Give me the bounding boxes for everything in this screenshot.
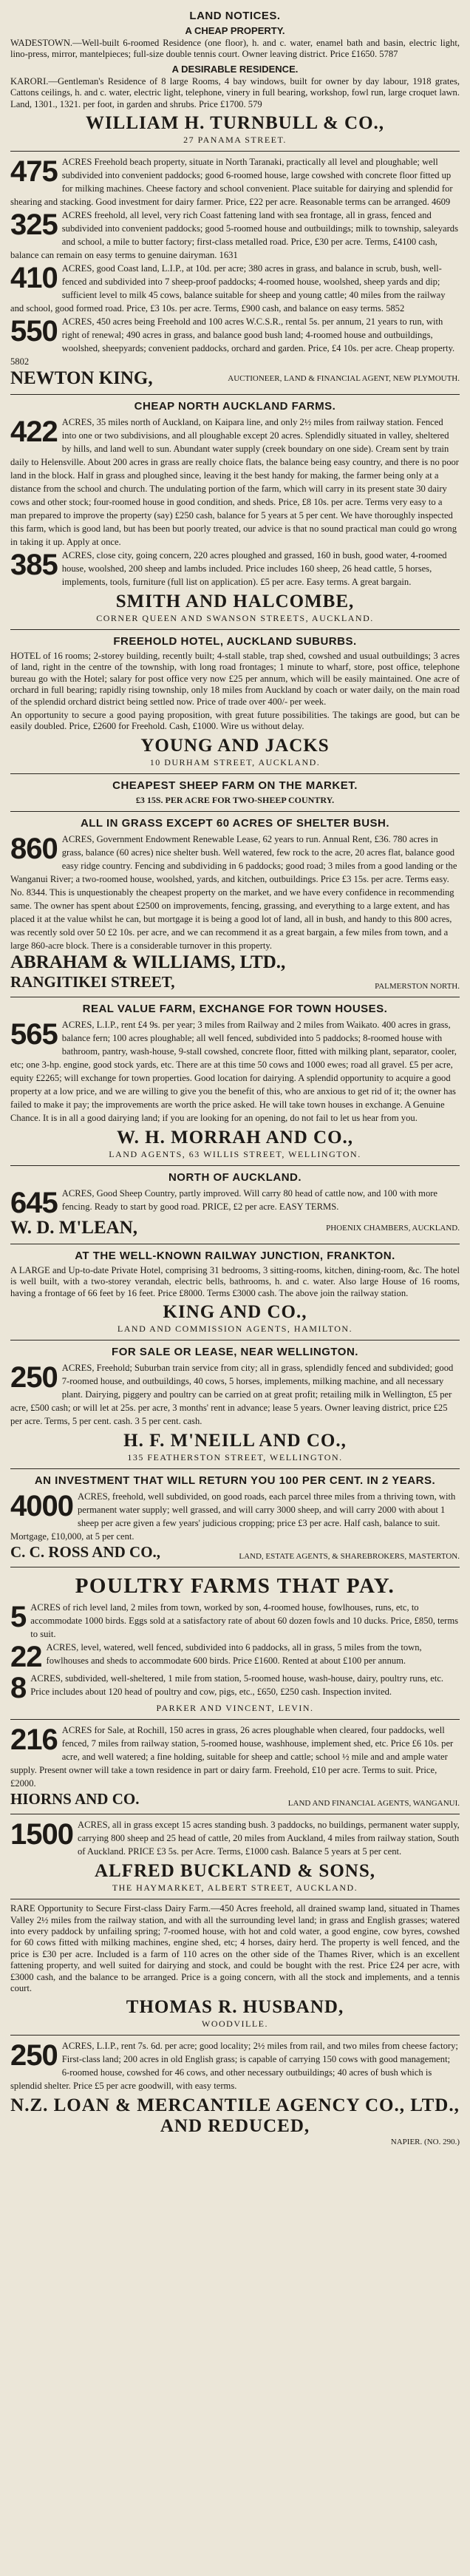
listing: [10, 1601, 460, 1641]
listing-text: ACRES, L.I.P., rent 7s. 6d. per acre; good locality; 2½ miles from rail, and two miles from cheese factory; First-class land; 200 acres in old English grass; is capable of carrying 150 cows with good management; 6-roomed house, cowshed for 46 cows, and other necessary outbuildings; 40 acres of bush which is splendid shelter. Price £5 per acre goodwill, with easy terms.: [10, 2041, 458, 2092]
listing-acreage: 422: [10, 416, 58, 449]
listing: [10, 1641, 460, 1672]
agent-name: YOUNG AND JACKS: [140, 735, 330, 756]
listing-text: ACRES, Freehold; Suburban train service from city; all in grass, splendidly fenced and subdivided; good 7-roomed house, and outbuildings, 40 cows, 5 horses, implements, milking machine, and all necessary plant. Dairying, piggery and poultry can be carried on at great profit; retailing milk in Wellington, £5 per acre, £500 cash; or will let at 25s. per acre, 3 months' rent in advance; lease 5 years. Owner leaving district, price £25 per acre. Terms, 5 per cent. cash. 3 5 per cent. cash.: [10, 1363, 454, 1427]
advertisement: [10, 630, 460, 774]
advertisement: [10, 1814, 460, 1899]
agent-address: PHOENIX CHAMBERS, AUCKLAND.: [326, 1223, 460, 1233]
listing: [10, 1018, 460, 1125]
listing-text: ACRES, all in grass except 15 acres standing bush. 3 paddocks, no buildings, permanent water supply, carrying 800 sheep and 25 head of cattle, 20 miles from Auckland, 4 miles from railway station, South of Auckland. PRICE £3 5s. per Acre. Terms, £1000 cash. Balance 5 years at 5 per cent.: [77, 1820, 460, 1857]
listing-acreage: 4000: [10, 1490, 73, 1523]
agent-name: W. H. MORRAH AND CO.,: [116, 1127, 354, 1148]
ad-heading: NORTH OF AUCKLAND.: [168, 1170, 302, 1184]
agent-address: LAND AGENTS, 63 WILLIS STREET, WELLINGTON.: [109, 1148, 361, 1159]
agent-name: N.Z. LOAN & MERCANTILE AGENCY CO., LTD., AND REDUCED,: [10, 2095, 460, 2137]
agent-name: H. F. M'NEILL AND CO.,: [123, 1431, 347, 1451]
agent-address: AUCTIONEER, LAND & FINANCIAL AGENT, NEW PLYMOUTH.: [228, 374, 460, 384]
listing: [10, 2039, 460, 2092]
agent-name: ABRAHAM & WILLIAMS, LTD.,: [10, 952, 286, 972]
advertisement: [10, 1340, 460, 1469]
agent-name: WILLIAM H. TURNBULL & CO.,: [85, 113, 385, 134]
ad-heading: AN INVESTMENT THAT WILL RETURN YOU 100 PER CENT. IN 2 YEARS.: [34, 1474, 436, 1488]
listing-text: ACRES, good Coast land, L.I.P., at 10d. per acre; 380 acres in grass, and balance in scrub, bush, well-fenced and subdivided into 7 sheep-proof paddocks; 4-roomed house, woolshed, sheep yards and dip; sufficient level to milk 45 cows, balance suitable for sheep and young cattle; 40 miles from the railway and school, good formed road. Price, £3 10s. per acre. Terms, £900 cash, and balance on easy terms. 5852: [10, 263, 446, 314]
agent-address: THE HAYMARKET, ALBERT STREET, AUCKLAND.: [112, 1882, 358, 1894]
advertisement: [10, 1469, 460, 1567]
advertisement: [10, 152, 460, 395]
listing-text: ACRES, 450 acres being Freehold and 100 acres W.C.S.R., rental 5s. per annum, 21 years to run, with right of renewal; 490 acres in grass, and balance good bush land; 4-roomed house and outbuildings, woolshed, sheepyards; convenient paddocks, orchard and garden. Price, £4 10s. per acre. Cheap property. 5802: [10, 316, 455, 367]
agent-name: ALFRED BUCKLAND & SONS,: [95, 1861, 375, 1882]
agent-address: PARKER AND VINCENT, LEVIN.: [156, 1703, 314, 1714]
advertisement: [10, 812, 460, 997]
listing-text: ACRES, freehold, well subdivided, on good roads, each parcel three miles from a thriving town, with permanent water supply; well grassed, and will carry 3000 sheep, and will carry 2000 with about 1 sheep per acre given a few years' judicious cropping; price £3 per acre. Half cash, balance to suit. Mortgage, £10,000, at 5 per cent.: [10, 1491, 456, 1542]
advertisement: [10, 1244, 460, 1340]
listing-acreage: 385: [10, 549, 58, 582]
agent-row: [10, 1790, 460, 1809]
listing-acreage: 250: [10, 2039, 58, 2072]
ad-paragraph: WADESTOWN.—Well-built 6-roomed Residence (one floor), h. and c. water, enamel bath and basin, electric light, lino-press, mirror, mantelpieces; full-size double tennis court. Owner leaving district. Price £1650. 5787: [10, 38, 460, 60]
banner-title: POULTRY FARMS THAT PAY.: [75, 1574, 395, 1599]
ad-heading: ALL IN GRASS EXCEPT 60 ACRES OF SHELTER BUSH.: [80, 816, 390, 830]
ad-paragraph: HOTEL of 16 rooms; 2-storey building, recently built; 4-stall stable, trap shed, cowshed and usual outbuildings; 3 acres of land, right in the centre of the township, with long road frontages; 1 minute to wharf, store, post office, telephone bureau go with the Hotel; salary for post office very now £25 per annum, which will be easily maintained. One acre of orchard in full bearing; rapidly rising township, only 18 miles from Auckland by coach or water daily, on the main road of the splendid orchard district being settled now. Price of trade over 400/- per week.: [10, 651, 460, 707]
listing: [10, 1818, 460, 1858]
listing-text: ACRES freehold, all level, very rich Coast fattening land with sea frontage, all in grass, fenced and subdivided into convenient paddocks; good 5-roomed house and outbuildings; milk to township, saleyards and school, a mile to butter factory; first-class metalled road. Price, £30 per acre. Terms, £4100 cash, balance can remain on easy terms to genuine dairyman. 1631: [10, 210, 458, 261]
advertisement: [10, 395, 460, 630]
agent-row: [10, 1543, 460, 1562]
agent-name: C. C. ROSS AND CO.,: [10, 1543, 161, 1562]
listing-acreage: 550: [10, 315, 58, 348]
agent-row: [10, 368, 460, 389]
listing-text: ACRES for Sale, at Rochill, 150 acres in grass, 26 acres ploughable when cleared, four paddocks, well fenced, 7 miles from railway station, 5-roomed house, washhouse, implement shed, etc. Price £6 10s. per acre, and well watered; a fine holding, suitable for sheep and cattle; school ½ mile and and ample water supply. Present owner will take a town residence in part or dairy farm. Freehold, £10 per acre. Terms to suit. Price, £2000.: [10, 1725, 454, 1789]
ad-paragraph: RARE Opportunity to Secure First-class Dairy Farm.—450 Acres freehold, all drained swamp land, situated in Thames Valley 2½ miles from the railway station, and with all the surrounding level land; in grass and English grasses; watered into every paddock by unfailing spring; 7-roomed house, with hot and cold water, a good engine, cow byres, cowshed for 60 cows fitted with milking machines, engine shed, etc; 4 horses, dairy herd. The property is well fenced, and the price is £30 per acre. Included is a farm of 110 acres on the other side of the Thames River, which is an excellent fattening property, and well suited for dairying and stock, and could be bought with the rest. Price £24 per acre, with £3000 cash, and the balance to be arranged. Price is a going concern, with all the stock and implements, and a tennis court.: [10, 1903, 460, 1993]
listing: [10, 416, 460, 549]
listing-acreage: 1500: [10, 1818, 73, 1851]
agent-address: LAND AND FINANCIAL AGENTS, WANGANUI.: [287, 1799, 460, 1809]
listing-text: ACRES, level, watered, well fenced, subdivided into 6 paddocks, all in grass, 5 miles from the town, fowlhouses and sheds to accommodate 600 birds. Price £1600. Rented at about £100 per annum.: [46, 1642, 422, 1667]
agent-row: [10, 952, 460, 973]
advertisement: [10, 1166, 460, 1244]
listing-acreage: 475: [10, 155, 58, 189]
listing: [10, 262, 460, 315]
ad-heading: FREEHOLD HOTEL, AUCKLAND SUBURBS.: [113, 635, 357, 648]
agent-address: NAPIER. (NO. 290.): [390, 2138, 460, 2147]
agent-name: THOMAS R. HUSBAND,: [126, 1997, 344, 2018]
agent-name: NEWTON KING,: [10, 368, 153, 389]
agent-address: WOODVILLE.: [202, 2019, 268, 2030]
listing-acreage: 22: [10, 1641, 42, 1674]
ad-subheading: A DESIRABLE RESIDENCE.: [171, 63, 299, 75]
ad-heading: LAND NOTICES.: [189, 10, 281, 22]
listing-text: ACRES, Good Sheep Country, partly improved. Will carry 80 head of cattle now, and 100 with more fencing. Ready to start by good road. PRICE, £2 per acre. EASY TERMS.: [61, 1187, 438, 1212]
advertisement: [10, 1567, 460, 1720]
agent-row: [10, 1218, 460, 1238]
listing-acreage: 325: [10, 209, 58, 242]
agent-address: LAND, ESTATE AGENTS, & SHAREBROKERS, MASTERTON.: [239, 1552, 460, 1562]
ad-heading: CHEAP NORTH AUCKLAND FARMS.: [134, 400, 336, 413]
agent-address: 10 DURHAM STREET, AUCKLAND.: [149, 756, 321, 767]
ad-heading: CHEAPEST SHEEP FARM ON THE MARKET.: [112, 779, 358, 792]
listing: [10, 1361, 460, 1428]
listing-acreage: 565: [10, 1017, 58, 1051]
listing-acreage: 216: [10, 1723, 58, 1757]
ad-paragraph: KARORI.—Gentleman's Residence of 8 large Rooms, 4 bay windows, built for owner by day labour, 1918 grates, Cattons ceilings, h. and c. water, electric light, telephone, vinery in full bearing, workshop, fowl run, large croquet lawn. Land, 1301., 1321. per foot, in garden and shrubs. Price £1700. 579: [10, 75, 460, 109]
listing-acreage: 8: [10, 1672, 27, 1705]
advertisement: [10, 4, 460, 152]
agent-address: PALMERSTON NORTH.: [375, 981, 460, 991]
listing-acreage: 645: [10, 1186, 58, 1219]
ad-heading: AT THE WELL-KNOWN RAILWAY JUNCTION, FRANKTON.: [75, 1249, 395, 1262]
ad-paragraph: A LARGE and Up-to-date Private Hotel, comprising 31 bedrooms, 3 sitting-rooms, kitchen, dining-room, &c. The hotel is well built, with a two-storey verandah, electric bells, bathrooms, h. and c. water. Also large House of 16 rooms, having a frontage of 66 feet by 16 feet. Price £8000. Terms £3000 cash. The above join the railway station.: [10, 1264, 460, 1298]
agent-name: HIORNS AND CO.: [10, 1790, 140, 1809]
advertisement: [10, 1899, 460, 2036]
agent-row: [10, 2138, 460, 2147]
listing: [10, 1187, 460, 1218]
listing: [10, 549, 460, 589]
listing: [10, 155, 460, 209]
agent-address: LAND AND COMMISSION AGENTS, HAMILTON.: [117, 1323, 353, 1335]
listing-acreage: 860: [10, 832, 58, 865]
listing: [10, 209, 460, 262]
price-line: £3 15S. PER ACRE FOR TWO-SHEEP COUNTRY.: [135, 794, 335, 805]
listing-text: ACRES, close city, going concern, 220 acres ploughed and grassed, 160 in bush, good water, 4-roomed house, woolshed, 200 sheep and lambs included. Price includes 160 sheep, 26 head cattle, 5 horses, implements, tools, furniture (full list on application). £5 per acre. Easy terms. A great bargain.: [61, 550, 447, 588]
agent-name: SMITH AND HALCOMBE,: [115, 592, 355, 612]
listing-text: ACRES, Government Endowment Renewable Lease, 62 years to run. Annual Rent, £36. 780 acres in grass, balance (60 acres) nice shelter bush. Well watered, few rock to the acre, 20 acres flat, balance good easy ridge country. Fencing and subdividing in 6 paddocks; good road; 3 miles from a good landing or the Wanganui River; a two-roomed house, woolshed, yards, and kitchen, outbuildings. Price £3 15s. per acre. Terms easy. No. 8344. This is unquestionably the cheapest property on the market, and we have every confidence in recommending same. The owner has spent about £2500 on improvements, fencing, grassing, and everything to a large extent, and has placed it at the value whilst he can, but mortgage it is being a good lot of land, all in bush, and handy to this 800 acres, was recently sold over 50 £2 10s. per acre, and we can recommend it as a great bargain, a few miles from town, and a large 860-acre block. There is a considerable turnover in this property.: [10, 833, 457, 951]
agent-address: 27 PANAMA STREET.: [183, 135, 287, 146]
listing: [10, 1672, 460, 1703]
listing-text: ACRES, subdivided, well-sheltered, 1 mile from station, 5-roomed house, wash-house, dairy, poultry runs, etc. Price includes about 120 head of poultry and cow, pigs, etc., £650, £250 cash. Inspection invited.: [30, 1673, 444, 1698]
listing-acreage: 410: [10, 262, 58, 295]
listing: [10, 315, 460, 368]
listing-text: ACRES of rich level land, 2 miles from town, worked by son, 4-roomed house, fowlhouses, runs, etc, to accommodate 1000 birds. Eggs sold at a satisfactory rate of about 60 dozen fowls and 10 ducks. Price, £850, terms to suit.: [30, 1602, 459, 1640]
ad-heading: REAL VALUE FARM, EXCHANGE FOR TOWN HOUSES.: [82, 1002, 388, 1015]
listing-acreage: 5: [10, 1601, 27, 1634]
ad-subheading: A CHEAP PROPERTY.: [185, 25, 285, 36]
ad-heading: FOR SALE OR LEASE, NEAR WELLINGTON.: [112, 1346, 358, 1359]
agent-row: [10, 973, 460, 992]
listing: [10, 1723, 460, 1790]
listing-text: ACRES Freehold beach property, situate in North Taranaki, practically all level and ploughable; well subdivided into convenient paddocks; good 6-roomed house, large cowshed with concrete floor fitted up for milking machines. Cheese factory and school convenient. Place suitable for dairying and splendid for shearing and stacking. Good investment for dairy farmer. Price, £22 per acre. Reasonable terms can be arranged. 4609: [10, 157, 453, 208]
agent-name: KING AND CO.,: [163, 1302, 307, 1323]
ad-paragraph: An opportunity to secure a good paying proposition, with great future possibilities. The takings are good, but can be easily doubled. Price, £2600 for Freehold. Cash, £1000. Wire us without delay.: [10, 710, 460, 732]
advertisement: [10, 997, 460, 1166]
listing: [10, 1490, 460, 1543]
advertisement: [10, 774, 460, 812]
agent-name: RANGITIKEI STREET,: [10, 972, 175, 991]
advertisement: [10, 2036, 460, 2152]
listing-text: ACRES, L.I.P., rent £4 9s. per year; 3 miles from Railway and 2 miles from Waikato. 400 acres in grass, balance fern; 100 acres ploughable; all well fenced, subdivided into 5 paddocks; 8-roomed house with bathroom, pantry, wash-house, 9-stall cowshed, concrete floor, fitted with milking plant, separator, cooler, etc; one 3-hp. engine, good stock yards, etc. There are at this time 50 cows and 1000 ewes; road all gravel. £5 per acre, equity £2265; will exchange for town properties. Good location for dairying. A splendid opportunity to acquire a good property at a low price, and we are willing to give you the benefit of this, who are anxious to get rid of it; the owner has failed to make it pay; the improvements are worth the price asked. He will take town houses in exchange. A Genuine Chance. It is in all a good dairying land; if you are looking for an opening, do not fail to let us hear from you.: [10, 1019, 457, 1123]
agent-name: W. D. M'LEAN,: [10, 1217, 138, 1238]
listing-acreage: 250: [10, 1361, 58, 1394]
listing-text: ACRES, 35 miles north of Auckland, on Kaipara line, and only 2½ miles from railway station. Fenced into one or two subdivisions, and all ploughable except 20 acres. Splendidly situated in valley, sheltered by hills, and land well to sun. Abundant water supply (creek boundary on one side). Cream sent by train daily to Helensville. About 200 acres in grass are really choice flats, the balance being easy country, and there is no poor land in the block. Half in grass and ploughed since, leaving it the best handy for making, the farmer being only at a distance from the school and church. The undulating portion of the farm, which will carry in its present state 30 dairy cows and other stock; four-roomed house in good condition, and sheds. Price, £8 10s. per acre. Terms very easy to a man prepared to improve the property (say) £250 cash, balance for 5 years at 5 per cent. We have thoroughly inspected this farm, which is good land, but has been but poorly treated, our advice is that no sound practical man could go wrong in taking it up. Apply at once.: [10, 417, 459, 548]
agent-address: CORNER QUEEN AND SWANSON STREETS, AUCKLAND.: [96, 613, 374, 624]
agent-address: 135 FEATHERSTON STREET, WELLINGTON.: [127, 1452, 343, 1463]
listing: [10, 833, 460, 952]
advertisement: [10, 1720, 460, 1814]
